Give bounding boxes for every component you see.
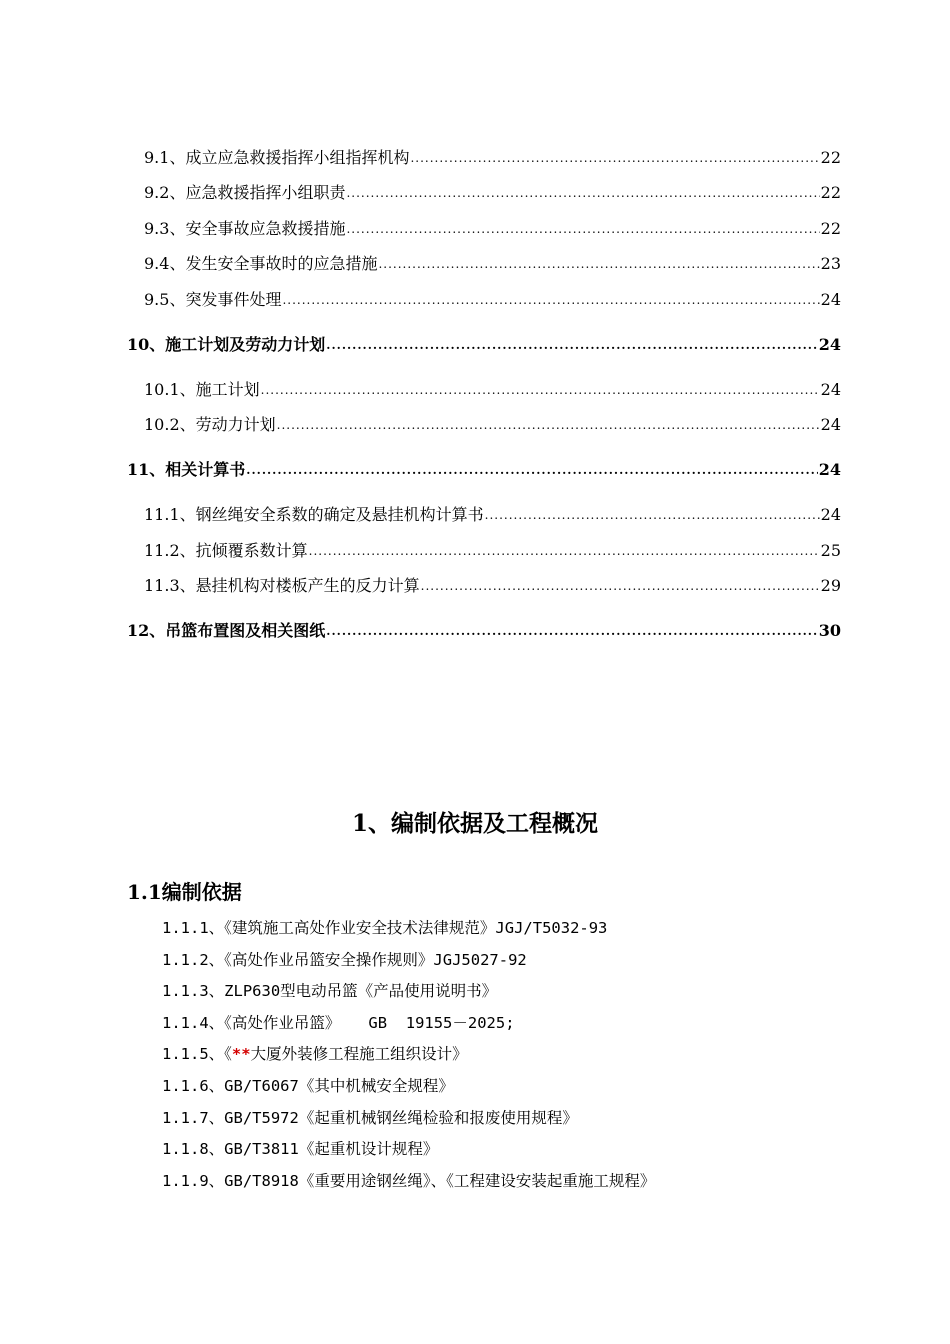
toc-entry[interactable] xyxy=(144,504,841,527)
toc-entry-page: 24 xyxy=(820,415,841,434)
toc-entry-page: 30 xyxy=(818,621,841,640)
toc-entry[interactable] xyxy=(144,575,841,598)
toc-entry-page: 24 xyxy=(818,335,841,354)
toc-entry[interactable] xyxy=(144,379,841,402)
toc-entry[interactable] xyxy=(144,414,841,437)
toc-dot-leader xyxy=(261,379,820,401)
reference-item: 1.1.2、《高处作业吊篮安全操作规则》JGJ5027-92 xyxy=(162,950,527,969)
toc-dot-leader xyxy=(309,540,820,562)
toc-entry-label: 9.2、应急救援指挥小组职责 xyxy=(144,183,346,202)
toc-entry-page: 24 xyxy=(820,380,841,399)
toc-dot-leader xyxy=(410,147,819,169)
toc-entry-page: 24 xyxy=(820,290,841,309)
toc-entry[interactable] xyxy=(144,253,841,276)
toc-dot-leader xyxy=(326,620,817,642)
toc-entry[interactable] xyxy=(144,147,841,170)
toc-entry[interactable] xyxy=(144,540,841,563)
toc-entry-page: 23 xyxy=(820,254,841,273)
reference-item: 1.1.6、GB/T6067《其中机械安全规程》 xyxy=(162,1076,454,1095)
toc-dot-leader xyxy=(485,504,820,526)
reference-list xyxy=(162,913,655,1197)
section-heading: 1.1编制依据 xyxy=(127,880,242,904)
toc-chapter-entry[interactable] xyxy=(127,334,841,357)
toc-entry-label: 9.1、成立应急救援指挥小组指挥机构 xyxy=(144,148,410,167)
reference-item: 1.1.4、《高处作业吊篮》 GB 19155－2025; xyxy=(162,1013,515,1032)
toc-entry-page: 24 xyxy=(818,460,841,479)
toc-dot-leader xyxy=(346,182,819,204)
toc-entry-page: 22 xyxy=(820,219,841,238)
toc-entry-label: 11.2、抗倾覆系数计算 xyxy=(144,541,308,560)
reference-text: 1.1.5、《 xyxy=(162,1045,232,1064)
toc-entry-label: 10、施工计划及劳动力计划 xyxy=(127,335,326,354)
toc-entry[interactable] xyxy=(144,289,841,312)
redacted-mark: ** xyxy=(231,1045,251,1064)
toc-entry-label: 9.4、发生安全事故时的应急措施 xyxy=(144,254,378,273)
toc-entry-label: 11、相关计算书 xyxy=(127,460,246,479)
toc-entry-label: 11.1、钢丝绳安全系数的确定及悬挂机构计算书 xyxy=(144,505,484,524)
toc-dot-leader xyxy=(282,289,819,311)
reference-item: 1.1.1、《建筑施工高处作业安全技术法律规范》JGJ/T5032-93 xyxy=(162,919,608,937)
reference-item: 1.1.8、GB/T3811《起重机设计规程》 xyxy=(162,1140,439,1159)
toc-entry-page: 25 xyxy=(820,541,841,560)
toc-entry-page: 24 xyxy=(820,505,841,524)
toc-dot-leader xyxy=(378,253,819,275)
toc-dot-leader xyxy=(346,218,819,240)
toc-chapter-entry[interactable] xyxy=(127,620,841,643)
chapter-heading: 1、编制依据及工程概况 xyxy=(351,810,598,837)
toc-chapter-entry[interactable] xyxy=(127,459,841,482)
toc-entry-label: 9.5、突发事件处理 xyxy=(144,290,282,309)
toc-dot-leader xyxy=(326,334,817,356)
reference-item: 1.1.7、GB/T5972《起重机械钢丝绳检验和报废使用规程》 xyxy=(162,1108,578,1127)
toc-entry-page: 22 xyxy=(820,148,841,167)
toc-entry-label: 10.1、施工计划 xyxy=(144,380,260,399)
toc-entry[interactable] xyxy=(144,182,841,205)
reference-item: 1.1.3、ZLP630型电动吊篮《产品使用说明书》 xyxy=(162,982,498,1001)
toc-entry-label: 11.3、悬挂机构对楼板产生的反力计算 xyxy=(144,576,420,595)
reference-item xyxy=(162,1039,655,1071)
toc-entry[interactable] xyxy=(144,218,841,241)
toc-dot-leader xyxy=(246,459,817,481)
toc-entry-label: 10.2、劳动力计划 xyxy=(144,415,276,434)
toc-dot-leader xyxy=(277,414,820,436)
reference-item: 1.1.9、GB/T8918《重要用途钢丝绳》、《工程建设安装起重施工规程》 xyxy=(162,1171,656,1190)
toc-entry-page: 29 xyxy=(820,576,841,595)
reference-text: 大厦外装修工程施工组织设计》 xyxy=(250,1045,468,1064)
toc-entry-label: 12、吊篮布置图及相关图纸 xyxy=(127,621,326,640)
toc-entry-label: 9.3、安全事故应急救援措施 xyxy=(144,219,346,238)
toc-entry-page: 22 xyxy=(820,183,841,202)
toc-dot-leader xyxy=(421,575,820,597)
